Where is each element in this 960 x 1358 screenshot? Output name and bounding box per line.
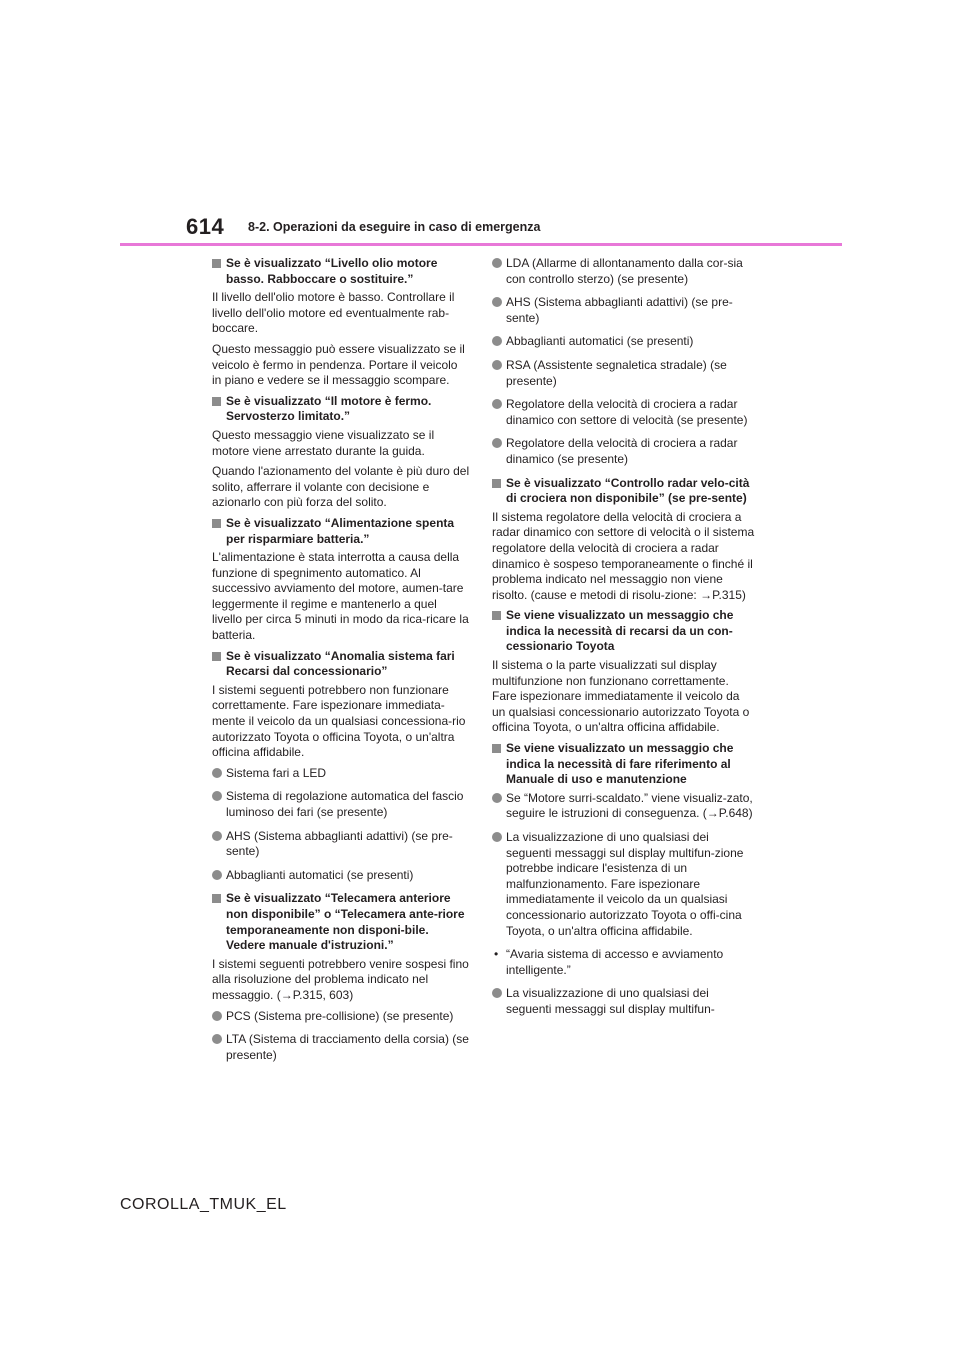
paragraph-text: Il sistema o la parte visualizzati sul display multifunzione non funzionano correttamente. Fare ispezionare immediatamente il veicolo da un qualsiasi concessionario autorizzato Toyota o officina Toyota, o un'altra officina affidabile. (492, 658, 750, 735)
circle-bullet-icon (212, 831, 222, 841)
square-bullet-icon (212, 397, 221, 406)
circle-bullet-icon (212, 870, 222, 880)
paragraph (492, 510, 755, 604)
circle-bullet-icon (492, 988, 502, 998)
header-divider (120, 243, 842, 246)
heading-text: Se è visualizzato “Controllo radar velo-cità di crociera non disponibile” (se pre-sente) (506, 475, 750, 506)
paragraph-text: L'alimentazione è stata interrotta a causa della funzione di spegnimento automatico. Al successivo avviamento del motore, aumen-tare leggermente il regime e mantenerlo a quel livello per circa 5 minuti in modo da rica-ricare la batteria. (212, 550, 469, 643)
circle-bullet-icon (492, 258, 502, 268)
square-bullet-icon (212, 652, 221, 661)
heading-text: Se viene visualizzato un messaggio che indica la necessità di fare riferimento al Manuale di uso e manutenzione (506, 741, 734, 787)
list-item-text: Sistema fari a LED (226, 765, 327, 780)
circle-bullet-icon (492, 360, 502, 370)
list-item (492, 295, 755, 326)
circle-bullet-icon (492, 832, 502, 842)
section-title: 8-2. Operazioni da eseguire in caso di emergenza (248, 220, 541, 234)
list-item (492, 358, 755, 389)
list-item (212, 766, 470, 782)
list-item-text: Abbaglianti automatici (se presenti) (506, 334, 694, 349)
paragraph-text: Quando l'azionamento del volante è più duro del solito, afferrare il volante con decisione e azionarlo con più forza del solito. (212, 464, 470, 510)
page-number: 614 (186, 214, 225, 239)
section-heading (212, 516, 470, 547)
list-item-text: PCS (Sistema pre-collisione) (se presente) (226, 1008, 454, 1023)
heading-text: Se è visualizzato “Anomalia sistema fari Recarsi dal concessionario” (226, 648, 455, 679)
paragraph (212, 464, 470, 511)
paragraph (212, 290, 470, 337)
section-heading (212, 891, 470, 953)
list-item-text: Sistema di regolazione automatica del fascio luminoso dei fari (se presente) (226, 789, 464, 819)
heading-text: Se è visualizzato “Telecamera anteriore non disponibile” o “Telecamera ante-riore temporaneamente non disponi-bile. Vedere manuale d'istruzioni.” (226, 891, 465, 953)
square-bullet-icon (492, 611, 501, 620)
heading-text: Se è visualizzato “Livello olio motore basso. Rabboccare o sostituire.” (226, 256, 438, 286)
heading-text: Se viene visualizzato un messaggio che indica la necessità di recarsi da un con-cessionario Toyota (506, 608, 734, 654)
list-item (492, 334, 755, 350)
list-item-text: La visualizzazione di uno qualsiasi dei seguenti messaggi sul display multifun-zione potrebbe indicare l'esistenza di un malfunzionamento. Fare ispezionare immediatamente il veicolo da un qualsiasi concessionario autorizzato Toyota o offi-cina Toyota, o un'altra officina affidabile. (506, 830, 744, 938)
section-heading (492, 476, 755, 507)
list-item-text: Se “Motore surri-scaldato.” viene visualiz-zato, seguire le istruzioni di conseguenza. (→P.648) (506, 790, 753, 821)
list-item-text: AHS (Sistema abbaglianti adattivi) (se pre-sente) (226, 828, 453, 859)
model-code-footer: COROLLA_TMUK_EL (120, 1196, 287, 1213)
circle-bullet-icon (212, 791, 222, 801)
list-item-text: AHS (Sistema abbaglianti adattivi) (se pre-sente) (506, 295, 733, 325)
section-heading (212, 649, 470, 680)
list-item-text: Abbaglianti automatici (se presenti) (226, 867, 414, 882)
right-column (492, 256, 755, 1026)
left-column (212, 256, 470, 1071)
list-item-text: Regolatore della velocità di crociera a radar dinamico (se presente) (506, 436, 738, 466)
circle-bullet-icon (492, 399, 502, 409)
list-item (212, 868, 470, 884)
section-heading (492, 608, 755, 655)
square-bullet-icon (492, 744, 501, 753)
list-item (212, 789, 470, 820)
list-item (212, 829, 470, 860)
square-bullet-icon (492, 479, 501, 488)
heading-text: Se è visualizzato “Alimentazione spenta per risparmiare batteria.” (226, 515, 455, 546)
paragraph-text: I sistemi seguenti potrebbero non funzionare correttamente. Fare ispezionare immediata-mente il veicolo da un qualsiasi concessiona-rio autorizzato Toyota o officina Toyota, o un'altra officina affidabile. (212, 682, 466, 760)
circle-bullet-icon (492, 793, 502, 803)
list-item-text: La visualizzazione di uno qualsiasi dei seguenti messaggi sul display multifun- (506, 986, 715, 1016)
square-bullet-icon (212, 259, 221, 268)
paragraph (492, 658, 755, 736)
paragraph-text: Questo messaggio viene visualizzato se il motore viene arrestato durante la guida. (212, 427, 435, 458)
list-item (492, 791, 755, 822)
paragraph (212, 550, 470, 644)
section-heading (492, 741, 755, 788)
list-item (492, 397, 755, 428)
sub-bullet-marker: • (494, 947, 499, 962)
paragraph (212, 957, 470, 1004)
paragraph-text: Il livello dell'olio motore è basso. Controllare il livello dell'olio motore ed eventualmente rab-boccare. (212, 290, 455, 336)
paragraph (212, 342, 470, 389)
circle-bullet-icon (492, 336, 502, 346)
circle-bullet-icon (212, 768, 222, 778)
sub-list-item-text: “Avaria sistema di accesso e avviamento intelligente.” (506, 947, 724, 977)
list-item (492, 256, 755, 287)
paragraph (212, 428, 470, 459)
paragraph-text: I sistemi seguenti potrebbero venire sospesi fino alla risoluzione del problema indicato nel messaggio. (→P.315, 603) (212, 956, 469, 1002)
list-item-text: Regolatore della velocità di crociera a radar dinamico con settore di velocità (se presente) (506, 397, 748, 427)
list-item (212, 1009, 470, 1025)
list-item-text: LDA (Allarme di allontanamento dalla cor-sia con controllo sterzo) (se presente) (506, 256, 743, 286)
list-item (492, 830, 755, 939)
paragraph-text: Questo messaggio può essere visualizzato se il veicolo è fermo in pendenza. Portare il veicolo in piano e vedere se il messaggio scompare. (212, 341, 465, 388)
section-heading (212, 256, 470, 287)
list-item-text: LTA (Sistema di tracciamento della corsia) (se presente) (226, 1032, 469, 1062)
circle-bullet-icon (212, 1011, 222, 1021)
list-item (212, 1032, 470, 1063)
section-heading (212, 394, 470, 425)
circle-bullet-icon (212, 1034, 222, 1044)
heading-text: Se è visualizzato “Il motore è fermo. Servosterzo limitato.” (226, 393, 432, 424)
list-item-text: RSA (Assistente segnaletica stradale) (se presente) (506, 357, 727, 388)
paragraph-text: Il sistema regolatore della velocità di crociera a radar dinamico con settore di velocità o il sistema regolatore della velocità di crociera a radar dinamico è sospeso temporaneamente o finché il problema indicato nel messaggio non viene risolto. (cause e metodi di risolu-zione: →P.315) (492, 509, 755, 602)
list-item (492, 436, 755, 467)
square-bullet-icon (212, 519, 221, 528)
circle-bullet-icon (492, 438, 502, 448)
paragraph (212, 683, 470, 761)
sub-list-item (492, 947, 755, 978)
circle-bullet-icon (492, 297, 502, 307)
list-item (492, 986, 755, 1017)
square-bullet-icon (212, 894, 221, 903)
